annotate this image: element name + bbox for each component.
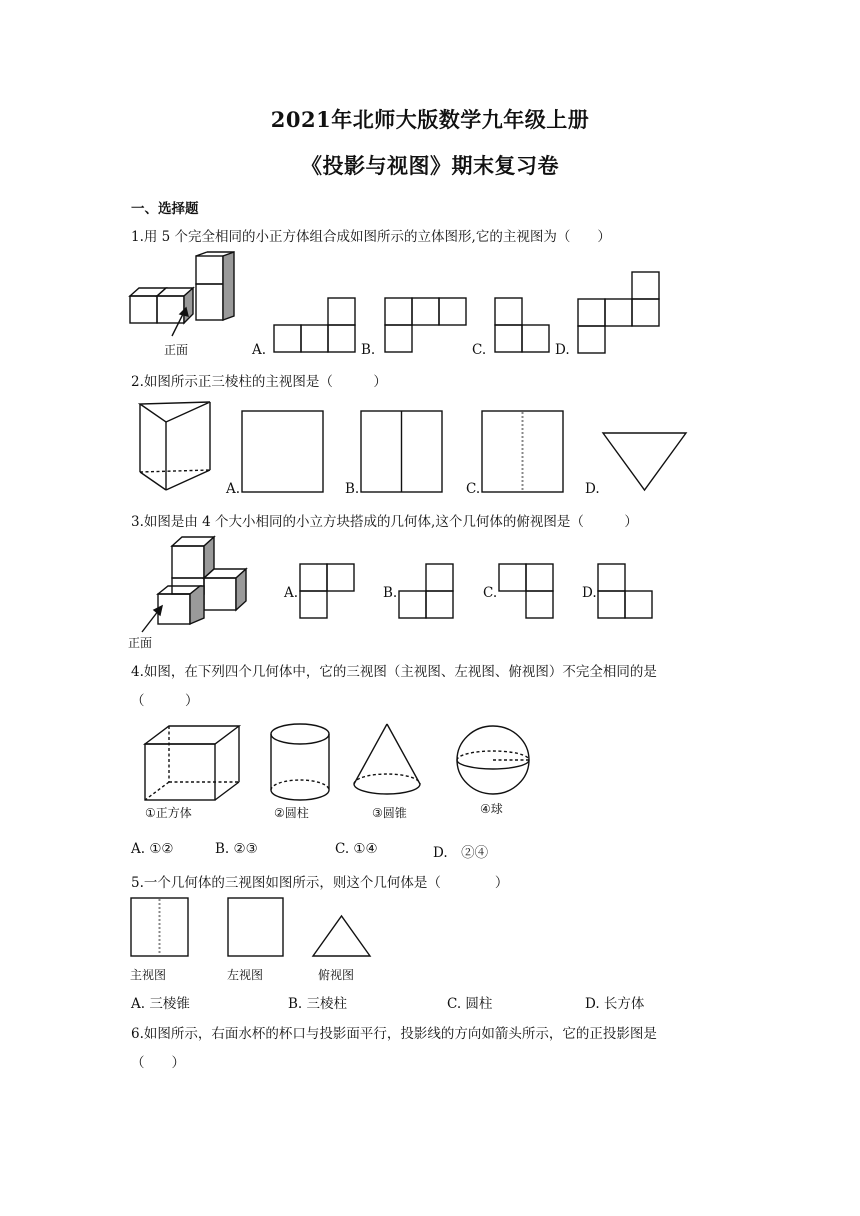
q2-option-d-figure	[602, 432, 688, 494]
q1-option-c-figure	[494, 298, 550, 354]
shape-label-cube: ①正方体	[145, 806, 192, 820]
question-2-text: 2.如图所示正三棱柱的主视图是（ ）	[131, 374, 387, 390]
q3-option-c-figure	[498, 563, 554, 619]
left-view-figure	[227, 897, 285, 959]
q4-option-a[interactable]: A. ①②	[131, 841, 174, 857]
main-view-label: 主视图	[130, 968, 167, 982]
question-3-text: 3.如图是由 4 个大小相同的小立方块搭成的几何体,这个几何体的俯视图是（ ）	[131, 514, 638, 530]
q5-option-d[interactable]: D. 长方体	[585, 996, 645, 1012]
question-6-text-cont: （ ）	[131, 1055, 185, 1071]
question-1-text: 1.用 5 个完全相同的小正方体组合成如图所示的立体图形,它的主视图为（ ）	[131, 229, 611, 245]
q5-option-c[interactable]: C. 圆柱	[447, 996, 493, 1012]
cone-figure	[352, 722, 424, 800]
q4-option-c[interactable]: C. ①④	[335, 841, 378, 857]
q2-option-d[interactable]: D.	[585, 481, 600, 497]
q1-option-a-figure	[273, 298, 355, 354]
section-heading: 一、选择题	[131, 201, 199, 217]
top-view-figure	[311, 914, 373, 960]
q4-option-b[interactable]: B. ②③	[215, 841, 258, 857]
q3-option-b-figure	[398, 563, 454, 619]
q1-option-d[interactable]: D.	[555, 342, 570, 358]
left-view-label: 左视图	[227, 968, 264, 982]
shape-label-cone: ③圆锥	[372, 806, 407, 820]
q2-option-a-figure	[241, 410, 325, 494]
question-4-text-cont: （ ）	[131, 693, 199, 709]
question-5-text: 5.一个几何体的三视图如图所示，则这个几何体是（ ）	[131, 875, 509, 891]
q2-option-c[interactable]: C.	[466, 481, 481, 497]
document-subtitle: 《投影与视图》期末复习卷	[301, 153, 559, 178]
top-view-label: 俯视图	[318, 968, 355, 982]
shape-label-cylinder: ②圆柱	[274, 806, 309, 820]
q3-front-label: 正面	[128, 636, 153, 650]
q4-option-d[interactable]: D. ②④	[433, 845, 489, 861]
q2-prism-figure	[136, 398, 216, 494]
q3-option-d[interactable]: D.	[582, 585, 597, 601]
main-view-figure	[130, 897, 190, 959]
q3-option-b[interactable]: B.	[383, 585, 398, 601]
q3-option-a-figure	[299, 563, 355, 619]
q1-option-b-figure	[384, 298, 466, 354]
document-title: 2021年北师大版数学九年级上册	[270, 107, 590, 132]
question-4-text: 4.如图，在下列四个几何体中，它的三视图（主视图、左视图、俯视图）不完全相同的是	[131, 664, 657, 680]
q1-option-d-figure	[577, 271, 659, 355]
q2-option-c-figure	[481, 410, 565, 494]
q5-option-b[interactable]: B. 三棱柱	[288, 996, 348, 1012]
q1-option-c[interactable]: C.	[472, 342, 487, 358]
q2-option-b[interactable]: B.	[345, 481, 360, 497]
cube-figure	[142, 724, 242, 802]
cylinder-figure	[269, 722, 333, 802]
q3-option-a[interactable]: A.	[284, 585, 299, 601]
q1-front-label: 正面	[164, 343, 189, 357]
front-arrow-icon	[170, 300, 200, 340]
q3-option-c[interactable]: C.	[483, 585, 498, 601]
q2-option-b-figure	[360, 410, 444, 494]
shape-label-sphere: ④球	[480, 802, 503, 816]
q1-option-a[interactable]: A.	[252, 342, 267, 358]
sphere-figure	[455, 724, 533, 798]
q3-option-d-figure	[597, 563, 653, 619]
q2-option-a[interactable]: A.	[226, 481, 241, 497]
q5-option-a[interactable]: A. 三棱锥	[131, 996, 190, 1012]
question-6-text: 6.如图所示，右面水杯的杯口与投影面平行，投影线的方向如箭头所示，它的正投影图是	[131, 1026, 657, 1042]
front-arrow-icon	[140, 600, 170, 636]
q1-option-b[interactable]: B.	[361, 342, 376, 358]
